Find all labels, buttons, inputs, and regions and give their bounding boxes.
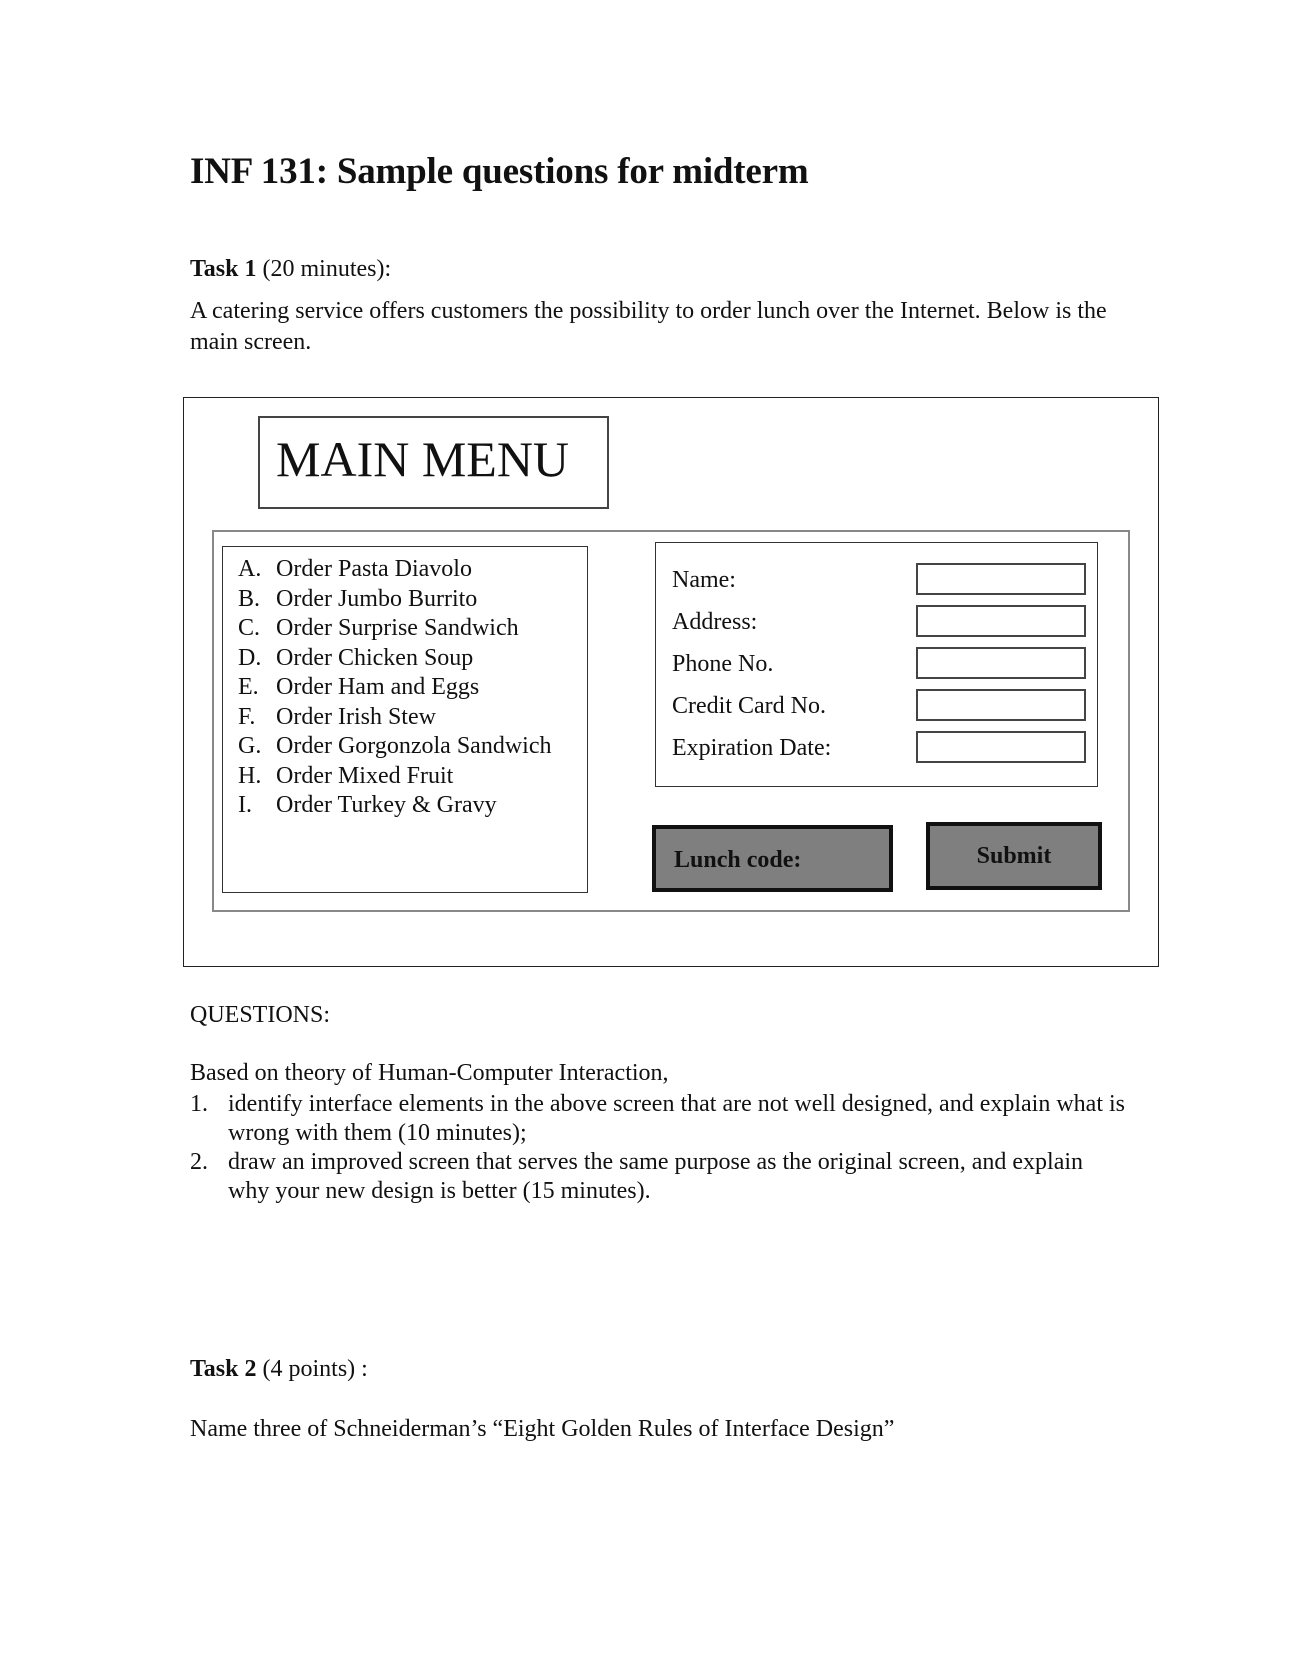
task2-detail: (4 points) : [256, 1356, 368, 1382]
question-item [190, 1090, 1130, 1148]
menu-item[interactable] [238, 614, 551, 644]
form-row [672, 647, 1082, 679]
lunch-code-label: Lunch code: [674, 847, 802, 873]
main-menu-title: MAIN MENU [276, 431, 570, 487]
question-text: identify interface elements in the above screen that are not well designed, and explain what is wrong with them (10 minutes); [228, 1091, 1125, 1146]
page-title: INF 131: Sample questions for midterm [190, 151, 809, 192]
questions-lead: Based on theory of Human-Computer Interaction, [190, 1060, 669, 1086]
menu-item-letter: A. [238, 556, 262, 582]
menu-item-text: Order Surprise Sandwich [276, 615, 519, 641]
menu-item-text: Order Turkey & Gravy [276, 792, 497, 818]
menu-item[interactable] [238, 673, 551, 703]
form-field-label: Credit Card No. [672, 693, 826, 719]
submit-button[interactable]: Submit [926, 822, 1102, 890]
task2-label: Task 2 [190, 1356, 257, 1382]
menu-item-text: Order Chicken Soup [276, 644, 474, 671]
questions-heading: QUESTIONS: [190, 1002, 331, 1028]
question-number: 2. [190, 1149, 208, 1175]
form-field-label: Phone No. [672, 651, 774, 677]
form-field-label: Address: [672, 609, 758, 635]
menu-item-text: Order Pasta Diavolo [276, 556, 472, 582]
form-field-label: Expiration Date: [672, 735, 832, 761]
form-field-label: Name: [672, 567, 736, 593]
question-list [190, 1090, 1130, 1206]
menu-item[interactable] [238, 644, 551, 674]
task2-question: Name three of Schneiderman’s “Eight Golden Rules of Interface Design” [190, 1416, 895, 1442]
menu-item-letter: E. [238, 674, 259, 700]
menu-item-letter: H. [238, 762, 262, 789]
menu-item-letter: B. [238, 585, 261, 612]
menu-item[interactable] [238, 762, 551, 792]
menu-item[interactable] [238, 703, 551, 733]
menu-list [238, 555, 551, 821]
menu-item-letter: C. [238, 615, 261, 641]
menu-item-letter: D. [238, 644, 262, 671]
question-item [190, 1148, 1130, 1206]
task2-heading [190, 1356, 368, 1383]
menu-item-letter: F. [238, 703, 256, 730]
menu-item[interactable] [238, 555, 551, 585]
question-number: 1. [190, 1091, 208, 1117]
menu-list-box [222, 546, 588, 893]
main-menu-title-box [258, 416, 609, 509]
menu-item-text: Order Irish Stew [276, 703, 436, 730]
question-text: draw an improved screen that serves the same purpose as the original screen, and explain why your new design is better (15 minutes). [228, 1149, 1084, 1204]
task1-heading [190, 256, 391, 283]
lunch-code-box [652, 825, 893, 892]
form-field-input[interactable] [916, 563, 1086, 595]
order-form [655, 542, 1098, 787]
task1-intro: A catering service offers customers the possibility to order lunch over the Internet. Below is the main screen. [190, 298, 1107, 355]
menu-item-letter: G. [238, 733, 262, 759]
task1-detail: (20 minutes): [256, 256, 392, 282]
form-field-input[interactable] [916, 647, 1086, 679]
form-row [672, 689, 1082, 721]
form-row [672, 605, 1082, 637]
form-field-input[interactable] [916, 689, 1086, 721]
menu-item-text: Order Gorgonzola Sandwich [276, 733, 552, 759]
menu-item-text: Order Jumbo Burrito [276, 585, 478, 612]
menu-item[interactable] [238, 732, 551, 762]
form-field-input[interactable] [916, 731, 1086, 763]
form-row [672, 731, 1082, 763]
task1-label: Task 1 [190, 256, 257, 282]
menu-item-letter: I. [238, 792, 252, 818]
form-field-input[interactable] [916, 605, 1086, 637]
menu-item[interactable] [238, 585, 551, 615]
menu-item[interactable] [238, 791, 551, 821]
menu-item-text: Order Ham and Eggs [276, 674, 480, 700]
menu-item-text: Order Mixed Fruit [276, 762, 454, 789]
form-row [672, 563, 1082, 595]
